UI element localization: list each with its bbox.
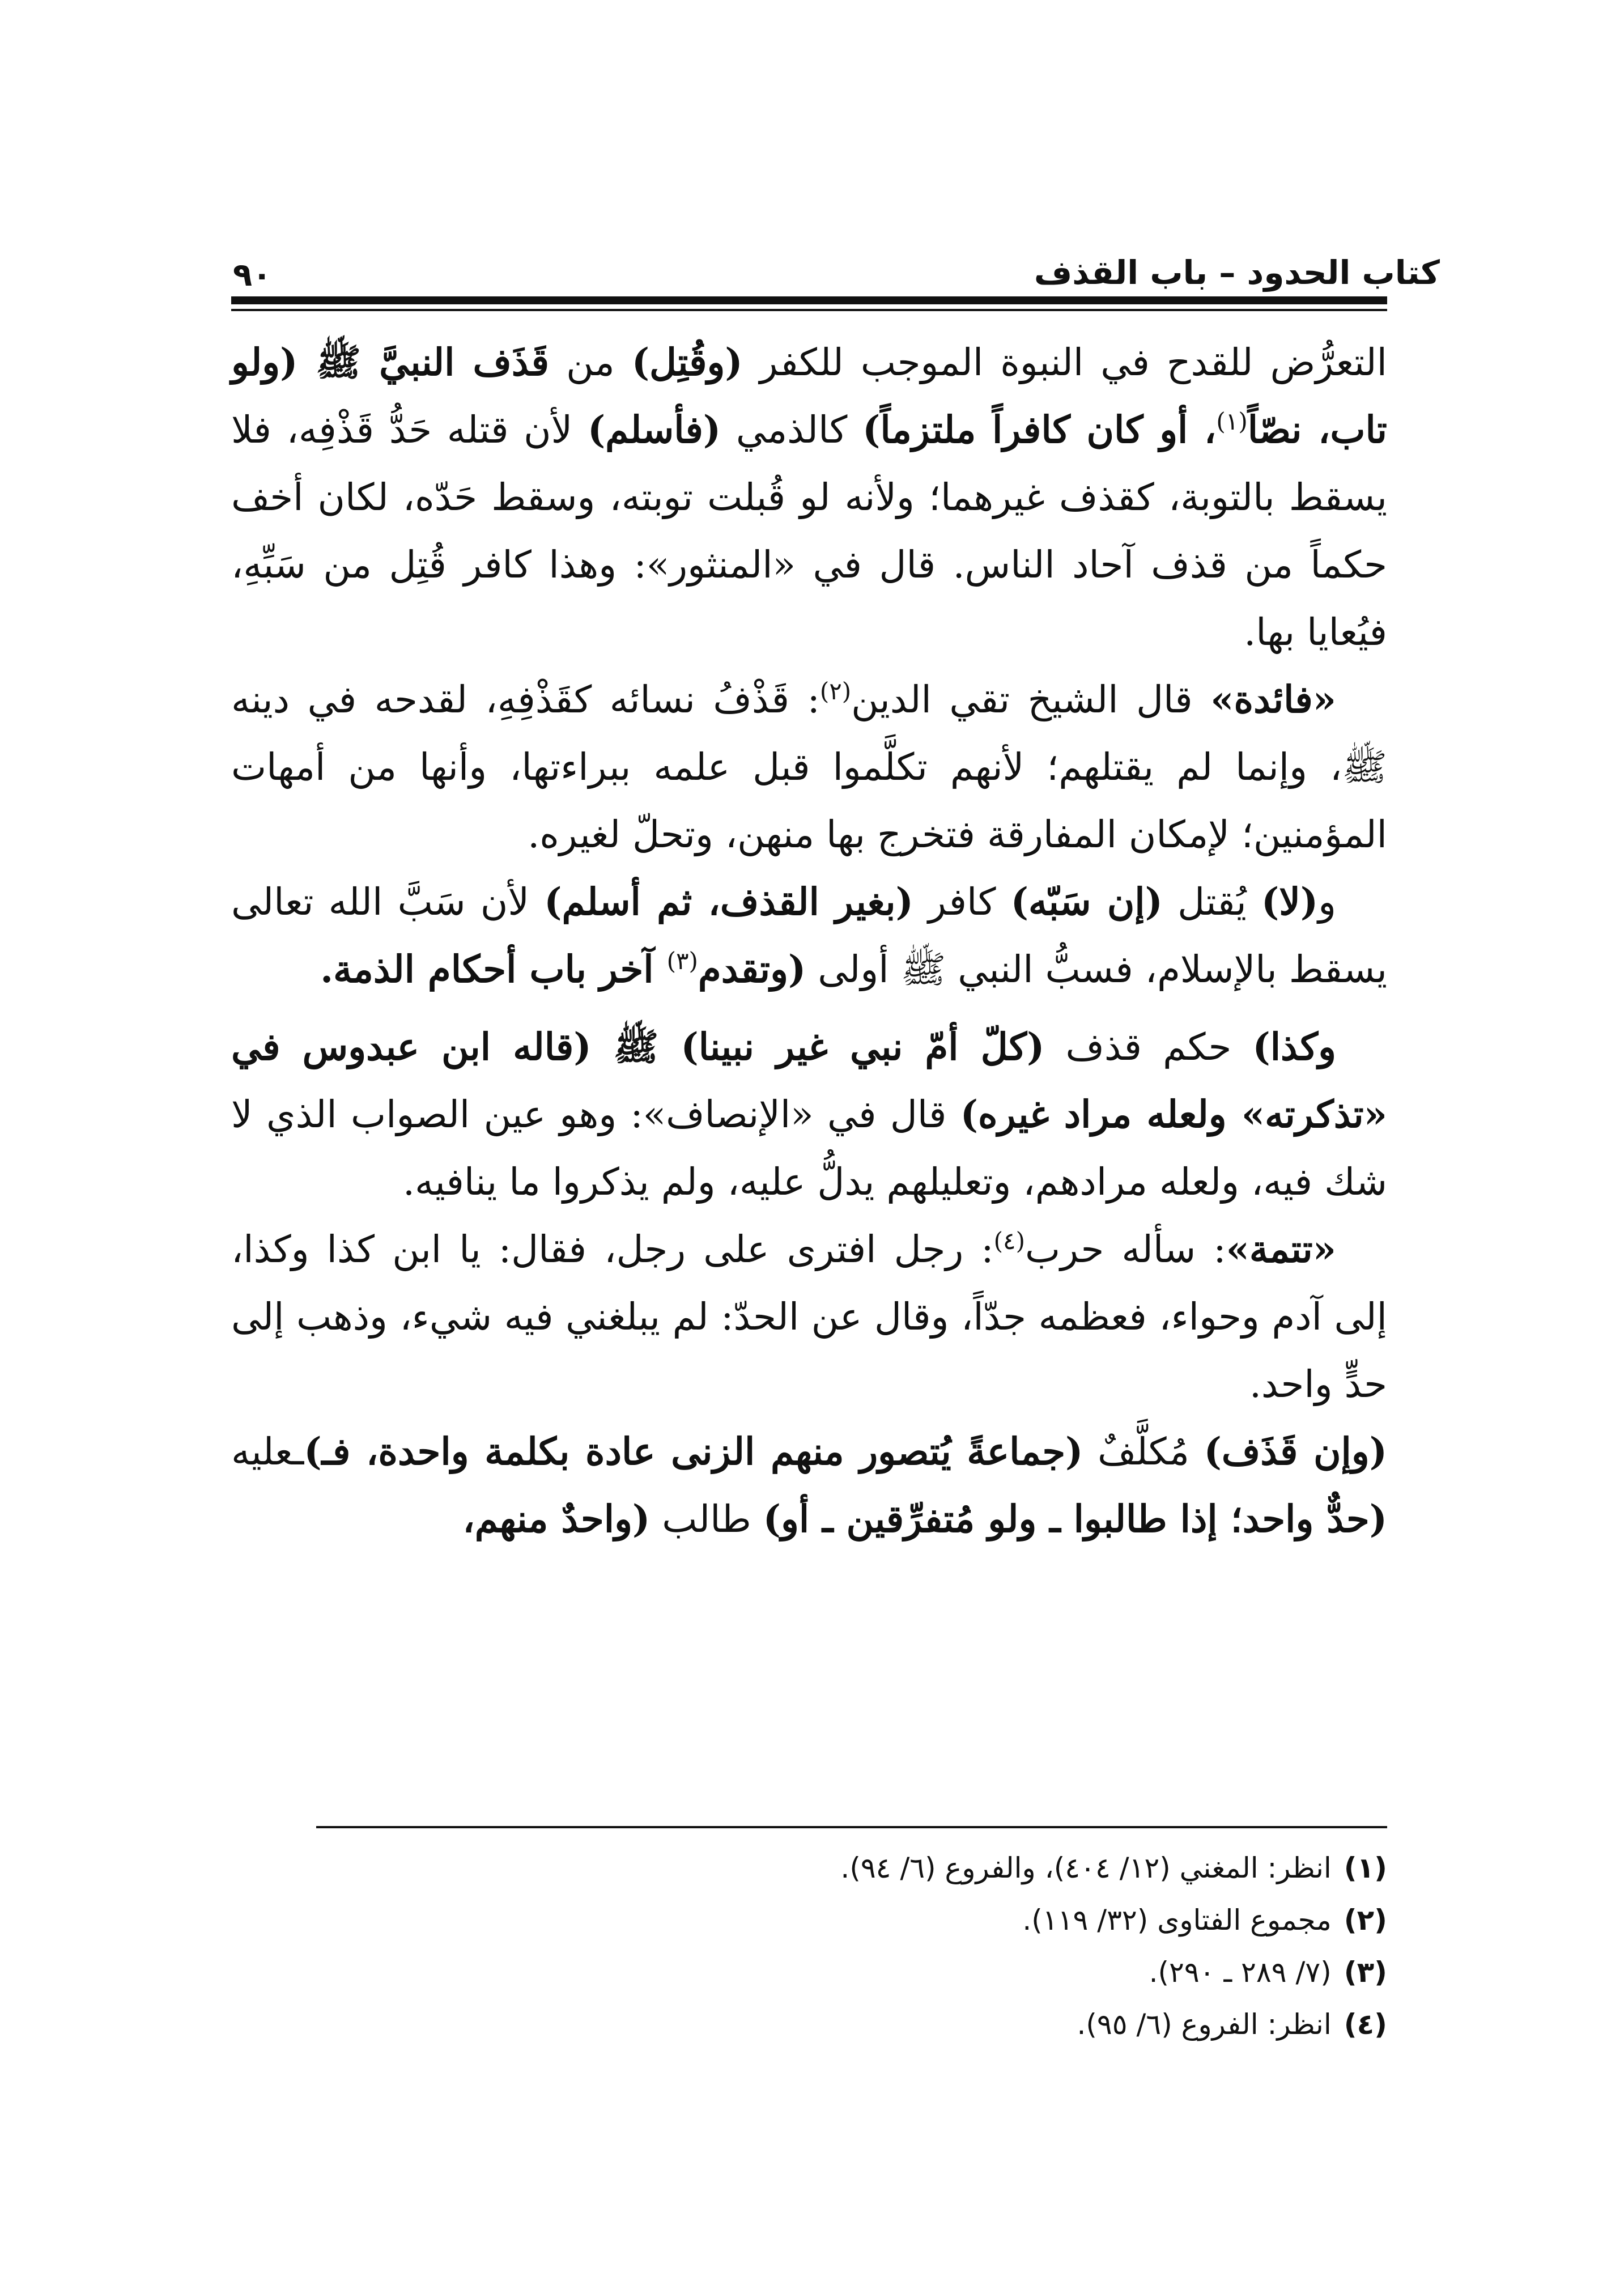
footnote-rule — [316, 1826, 1387, 1828]
matn-run: (وقُتِل) — [631, 340, 743, 384]
text-run: التعرُّض للقدح في النبوة الموجب للكفر — [742, 341, 1387, 384]
text-run: : قَذْفُ نسائه كقَذْفِهِ، لقدحه في دينه ﷺ، وإنما لم يقتلهم؛ لأنهم تكلَّموا قبل علمه ببراءتها، وأنها من أمهات المؤمنين؛ لإمكان المفارقة فتخرج بها منهن، وتحلّ لغيره. — [231, 678, 1387, 856]
heading-run: «تتمة» — [1226, 1227, 1336, 1271]
footnote-number: (٣) — [1344, 1956, 1387, 1989]
paragraph-4 — [231, 1013, 1387, 1216]
text-run: لأن سَبَّ الله تعالى يسقط بالإسلام، فسبُّ النبي ﷺ أولى — [231, 880, 1387, 991]
footnote-number: (٢) — [1344, 1904, 1387, 1937]
text-run: من — [549, 341, 632, 384]
matn-run: آخر باب أحكام الذمة. — [320, 947, 667, 991]
text-run: قال في «الإنصاف»: وهو عين الصواب الذي لا شك فيه، ولعله مرادهم، وتعليلهم يدلُّ عليه، ولم يذكروا ما ينافيه. — [231, 1093, 1387, 1204]
footnote-4 — [231, 1998, 1387, 2050]
header-rule-thick — [231, 296, 1387, 304]
paragraph-1 — [231, 329, 1387, 666]
page-number: ٩٠ — [233, 257, 272, 294]
matn-run: (فأسلم) — [587, 407, 721, 452]
matn-run: (كلّ أمّ نبي غير نبينا) ﷺ (قاله ابن عبدوس في «تذكرته» ولعله مراد غيره) — [231, 1025, 1387, 1136]
footnote-ref[interactable]: (١) — [1216, 407, 1248, 435]
matn-run: (وتقدم — [698, 947, 806, 991]
footnote-text: انظر: المغني (١٢/ ٤٠٤)، والفروع (٦/ ٩٤). — [840, 1852, 1332, 1884]
header-rule-thin — [231, 309, 1387, 311]
footnote-text: انظر: الفروع (٦/ ٩٥). — [1077, 2008, 1332, 2041]
text-run: يُقتل — [1162, 880, 1261, 924]
matn-run: (وإن قَذَف) — [1204, 1429, 1387, 1474]
matn-run: (حدٌّ واحد؛ إذا طالبوا ـ ولو مُتفرِّقين ـ أو) — [763, 1497, 1387, 1541]
footnote-1 — [231, 1842, 1387, 1894]
text-run: : رجل افترى على رجل، فقال: يا ابن كذا وكذا، إلى آدم وحواء، فعظمه جدّاً، وقال عن الحدّ: لم يبلغني فيه شيء، وذهب إلى حدٍّ واحد. — [231, 1228, 1387, 1406]
footnote-number: (٤) — [1344, 2008, 1387, 2041]
matn-run: ، أو كان كافراً ملتزماً) — [862, 407, 1217, 452]
footnote-3 — [231, 1946, 1387, 1998]
footnote-text: (٧/ ٢٨٩ ـ ٢٩٠). — [1149, 1956, 1332, 1989]
body-text — [231, 329, 1387, 1553]
matn-run: قَذَف النبيَّ ﷺ (ولو تاب، نصّاً — [231, 340, 1388, 452]
footnote-ref[interactable]: (٢) — [819, 677, 852, 705]
text-run: مُكلَّفٌ — [1083, 1430, 1204, 1474]
paragraph-6 — [231, 1418, 1387, 1553]
running-title: كتاب الحدود – باب القذف — [1034, 253, 1440, 292]
footnotes — [231, 1842, 1387, 2050]
matn-run: (لا) — [1261, 880, 1319, 924]
paragraph-5 — [231, 1216, 1387, 1418]
paragraph-2 — [231, 666, 1387, 868]
matn-run: وكذا) — [1252, 1025, 1336, 1069]
footnote-ref[interactable]: (٤) — [993, 1227, 1025, 1255]
matn-run: (جماعةً يُتصور منهم الزنى عادة بكلمة واحدة، فـ) — [304, 1429, 1083, 1474]
footnote-2 — [231, 1894, 1387, 1946]
text-run: كالذمي — [721, 408, 863, 452]
text-run: : سأله حرب — [1024, 1228, 1226, 1271]
matn-run: (واحدٌ منهم، — [462, 1497, 651, 1541]
footnote-ref[interactable]: (٣) — [666, 947, 698, 975]
text-run: طالب — [650, 1497, 763, 1541]
running-head — [233, 231, 1440, 294]
matn-run: (إن سَبّه) — [1010, 880, 1163, 924]
matn-run: (بغير القذف، ثم أسلم) — [544, 880, 913, 924]
text-run: كافر — [913, 880, 1011, 924]
paragraph-3 — [231, 868, 1387, 1003]
footnote-number: (١) — [1344, 1852, 1387, 1884]
text-run: و — [1318, 880, 1336, 924]
text-run: قال الشيخ تقي الدين — [851, 678, 1211, 721]
text-run: ـعليه — [231, 1430, 304, 1474]
heading-run: «فائدة» — [1210, 677, 1337, 721]
text-run: حكم قذف — [1044, 1025, 1253, 1069]
text-run: لأن قتله حَدُّ قَذْفِه، فلا يسقط بالتوبة، كقذف غيرهما؛ ولأنه لو قُبلت توبته، وسقط حَدّه، لكان أخف حكماً من قذف آحاد الناس. قال في «المنثور»: وهذا كافر قُتِل من سَبِّهِ، فيُعايا بها. — [231, 408, 1387, 654]
footnote-text: مجموع الفتاوى (٣٢/ ١١٩). — [1022, 1904, 1332, 1937]
